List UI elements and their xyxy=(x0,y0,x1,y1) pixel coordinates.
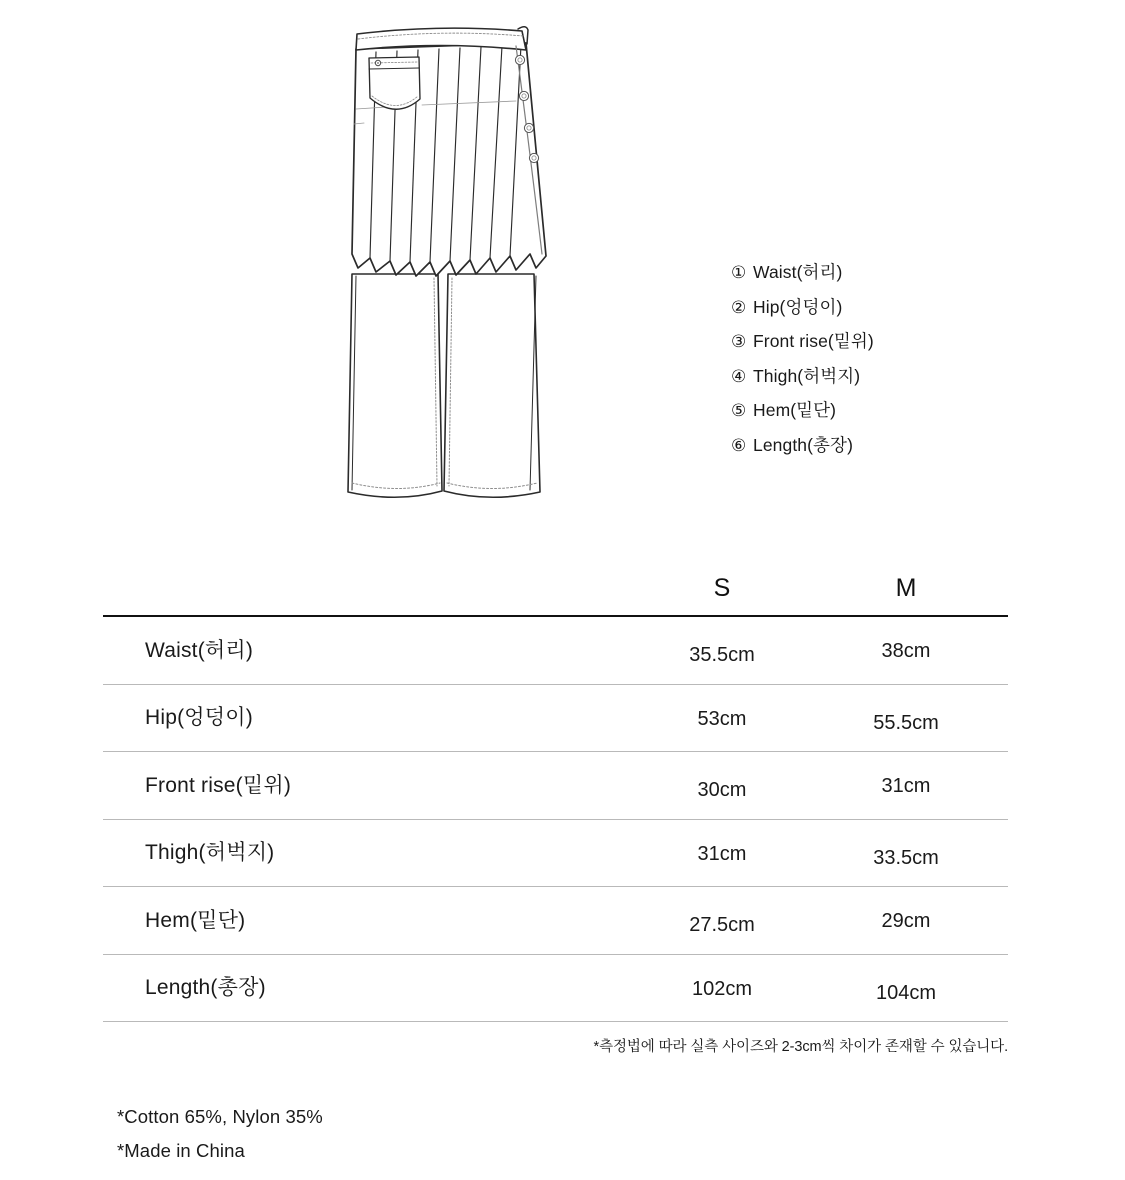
row-value-thigh-m: 33.5cm xyxy=(873,846,939,869)
button-1 xyxy=(515,55,524,64)
legend-number-2: ② xyxy=(731,297,747,317)
table-row-length xyxy=(103,955,1008,1022)
patch-pocket xyxy=(369,57,420,109)
pants-right-leg xyxy=(444,274,540,497)
legend-label-3: Front rise(밑위) xyxy=(753,331,874,352)
pants-group xyxy=(348,274,540,497)
row-label-thigh: Thigh(허벅지) xyxy=(145,841,275,865)
table-row-front-rise xyxy=(103,752,1008,819)
garment-illustration xyxy=(330,6,580,521)
row-value-thigh-s: 31cm xyxy=(697,842,747,865)
row-value-front-rise-s: 30cm xyxy=(697,779,747,802)
legend-item-thigh xyxy=(731,365,1061,403)
row-value-hem-s: 27.5cm xyxy=(689,914,755,937)
row-label-length: Length(총장) xyxy=(145,976,266,1000)
row-value-waist-m: 38cm xyxy=(881,640,931,663)
row-label-hem: Hem(밑단) xyxy=(145,908,246,932)
pants-left-leg xyxy=(348,274,442,497)
row-label-front-rise: Front rise(밑위) xyxy=(145,773,292,797)
legend-label-2: Hip(엉덩이) xyxy=(753,296,843,317)
button-4 xyxy=(529,153,538,162)
row-value-front-rise-m: 31cm xyxy=(881,775,931,798)
legend-label-1: Waist(허리) xyxy=(753,262,843,282)
legend-label-4: Thigh(허벅지) xyxy=(753,365,861,386)
footer-info xyxy=(117,1108,717,1176)
legend-item-waist xyxy=(731,264,1061,299)
row-value-waist-s: 35.5cm xyxy=(689,644,755,667)
legend-item-length xyxy=(731,434,1061,472)
legend-label-5: Hem(밑단) xyxy=(753,400,837,421)
size-table-header-row xyxy=(103,563,1008,615)
country-of-origin-line: *Made in China xyxy=(117,1140,245,1161)
material-composition-line: *Cotton 65%, Nylon 35% xyxy=(117,1106,323,1127)
legend-label-6: Length(총장) xyxy=(753,434,853,455)
legend-item-front-rise xyxy=(731,333,1061,368)
row-value-hem-m: 29cm xyxy=(881,910,931,933)
legend-item-hem xyxy=(731,402,1061,437)
row-value-hip-s: 53cm xyxy=(697,707,747,730)
legend-number-3: ③ xyxy=(731,332,747,352)
row-label-waist: Waist(허리) xyxy=(145,638,254,662)
button-3 xyxy=(524,123,533,132)
table-row-hip xyxy=(103,685,1008,752)
column-header-s: S xyxy=(713,574,731,602)
size-table xyxy=(103,563,1008,1022)
row-value-hip-m: 55.5cm xyxy=(873,711,939,734)
measurement-disclaimer-note: *측정법에 따라 실측 사이즈와 2-3cm씩 차이가 존재할 수 있습니다. xyxy=(593,1039,1008,1055)
table-row-waist xyxy=(103,617,1008,684)
legend-number-6: ⑥ xyxy=(731,435,747,455)
table-bottom-rule xyxy=(103,1021,1008,1022)
legend-number-5: ⑤ xyxy=(731,401,747,421)
pleated-skirt-group xyxy=(352,27,546,276)
table-row-thigh xyxy=(103,820,1008,887)
row-label-hip: Hip(엉덩이) xyxy=(145,706,253,730)
legend-item-hip xyxy=(731,296,1061,334)
row-value-length-m: 104cm xyxy=(875,981,937,1004)
legend-number-1: ① xyxy=(731,263,747,282)
legend-number-4: ④ xyxy=(731,366,747,386)
button-2 xyxy=(519,91,528,100)
row-value-length-s: 102cm xyxy=(691,977,753,1000)
column-header-m: M xyxy=(895,574,917,602)
measurement-legend xyxy=(731,264,1061,472)
table-row-hem xyxy=(103,887,1008,954)
